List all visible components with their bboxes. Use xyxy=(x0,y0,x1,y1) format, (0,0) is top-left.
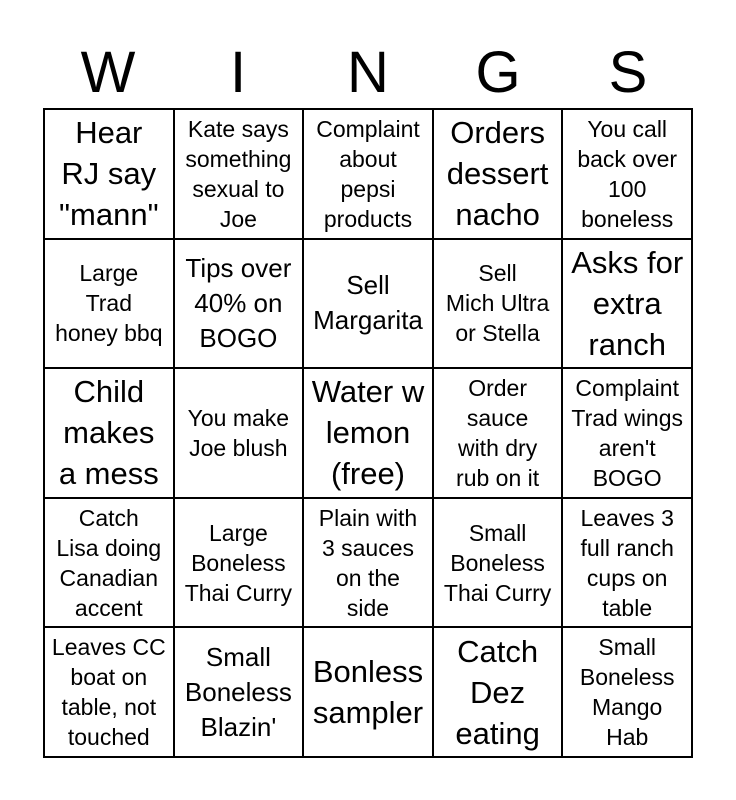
cell-text: Large Trad honey bbq xyxy=(55,260,163,347)
bingo-cell[interactable] xyxy=(174,109,304,239)
bingo-cell[interactable] xyxy=(562,627,692,757)
header-letter-s: S xyxy=(608,40,648,105)
bingo-cell[interactable] xyxy=(562,498,692,628)
cell-text: Small Boneless Blazin' xyxy=(184,641,292,742)
bingo-cell[interactable] xyxy=(303,239,433,369)
cell-text: Sell Margarita xyxy=(313,270,423,336)
bingo-cell[interactable] xyxy=(433,239,563,369)
bingo-cell[interactable] xyxy=(44,109,174,239)
bingo-cell[interactable] xyxy=(174,368,304,498)
cell-text: Large Boneless Thai Curry xyxy=(184,519,293,606)
bingo-cell[interactable] xyxy=(303,627,433,757)
header-letter-n: N xyxy=(347,40,389,105)
bingo-cell[interactable] xyxy=(433,368,563,498)
cell-text: Asks for extra ranch xyxy=(571,244,684,362)
bingo-cell[interactable] xyxy=(433,498,563,628)
cell-text: Catch Dez eating xyxy=(455,633,540,751)
cell-text: Leaves CC boat on table, not touched xyxy=(51,634,166,751)
bingo-cell[interactable] xyxy=(303,109,433,239)
bingo-cell[interactable] xyxy=(303,368,433,498)
cell-text: Catch Lisa doing Canadian accent xyxy=(56,504,162,621)
cell-text: Complaint Trad wings aren't BOGO xyxy=(571,374,684,491)
bingo-cell[interactable] xyxy=(174,239,304,369)
cell-text: Small Boneless Thai Curry xyxy=(443,519,552,606)
cell-text: Orders dessert nacho xyxy=(446,115,549,233)
cell-text: Complaint about pepsi products xyxy=(316,115,420,232)
cell-text: Kate says something sexual to Joe xyxy=(185,115,292,232)
cell-text: Plain with 3 sauces on the side xyxy=(318,504,418,621)
header-letter-i: I xyxy=(229,40,247,105)
cell-text: Child makes a mess xyxy=(58,374,159,492)
cell-text: Tips over 40% on BOGO xyxy=(185,252,292,353)
bingo-cell[interactable] xyxy=(44,239,174,369)
bingo-cell[interactable] xyxy=(44,368,174,498)
bingo-cell[interactable] xyxy=(562,109,692,239)
bingo-cell[interactable] xyxy=(174,627,304,757)
cell-text: Hear RJ say "mann" xyxy=(59,115,159,233)
cell-text: Water w lemon (free) xyxy=(311,374,425,492)
bingo-board xyxy=(43,108,693,758)
bingo-cell[interactable] xyxy=(174,498,304,628)
bingo-cell[interactable] xyxy=(433,109,563,239)
bingo-cell[interactable] xyxy=(303,498,433,628)
cell-text: You call back over 100 boneless xyxy=(577,115,678,232)
cell-text: Order sauce with dry rub on it xyxy=(456,374,540,491)
bingo-header xyxy=(43,40,693,106)
header-letter-w: W xyxy=(80,40,136,105)
cell-text: You make Joe blush xyxy=(187,404,290,461)
bingo-cell[interactable] xyxy=(433,627,563,757)
bingo-cell[interactable] xyxy=(562,368,692,498)
cell-text: Bonless sampler xyxy=(312,654,424,731)
cell-text: Small Boneless Mango Hab xyxy=(579,634,675,751)
cell-text: Leaves 3 full ranch cups on table xyxy=(580,504,674,621)
header-letter-g: G xyxy=(475,40,521,105)
bingo-cell[interactable] xyxy=(562,239,692,369)
bingo-cell[interactable] xyxy=(44,498,174,628)
cell-text: Sell Mich Ultra or Stella xyxy=(445,260,550,347)
bingo-cell[interactable] xyxy=(44,627,174,757)
